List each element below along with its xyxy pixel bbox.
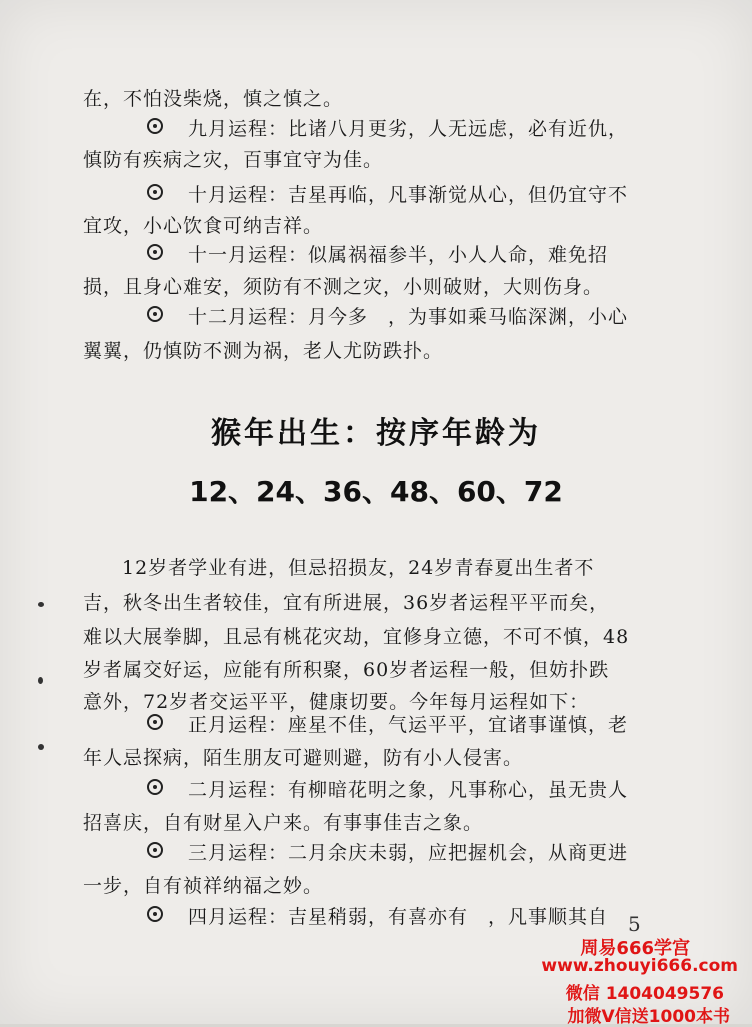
bullet-icon bbox=[147, 842, 163, 858]
text-line: 宜攻，小心饮食可纳吉祥。 bbox=[83, 215, 324, 237]
text-line: 损，且身心难安，须防有不测之灾，小则破财，大则伤身。 bbox=[83, 276, 604, 298]
bullet-icon bbox=[147, 714, 163, 730]
text-line: 一步，自有祯祥纳福之妙。 bbox=[83, 875, 324, 897]
text-line: 九月运程：比诸八月更劣，人无远虑，必有近仇， bbox=[188, 118, 629, 140]
bullet-icon bbox=[147, 244, 163, 260]
margin-spot bbox=[38, 602, 44, 607]
section-heading: 猴年出生：按序年龄为 bbox=[211, 416, 541, 451]
text-line: 岁者属交好运，应能有所积聚，60岁者运程一般，但妨扑跌 bbox=[83, 659, 610, 681]
margin-spot bbox=[38, 744, 44, 750]
text-line: 四月运程：吉星稍弱，有喜亦有 ，凡事顺其自 bbox=[188, 906, 609, 928]
text-line: 翼翼，仍慎防不测为祸，老人尤防跌扑。 bbox=[83, 340, 444, 362]
watermark-line: 微信 1404049576 bbox=[565, 984, 724, 1004]
text-line: 12岁者学业有进，但忌招损友，24岁青春夏出生者不 bbox=[122, 557, 595, 579]
watermark-line: www.zhouyi666.com bbox=[541, 956, 738, 976]
bullet-icon bbox=[147, 184, 163, 200]
text-line: 正月运程：座星不佳，气运平平，宜诸事谨慎，老 bbox=[188, 714, 629, 736]
watermark-line: 周易666学宫 bbox=[580, 938, 690, 959]
text-line: 招喜庆，自有财星入户来。有事事佳吉之象。 bbox=[83, 812, 484, 834]
watermark-line: 加微V信送1000本书 bbox=[567, 1007, 730, 1027]
text-line: 十一月运程：似属祸福参半，小人人命，难免招 bbox=[188, 244, 609, 266]
text-line: 三月运程：二月余庆未弱，应把握机会，从商更进 bbox=[188, 842, 629, 864]
age-list: 12、24、36、48、60、72 bbox=[189, 475, 563, 508]
text-line: 吉，秋冬出生者较佳，宜有所进展，36岁者运程平平而矣， bbox=[83, 592, 610, 614]
text-line: 十月运程：吉星再临，凡事渐觉从心，但仍宜守不 bbox=[188, 184, 629, 206]
text-line: 难以大展拳脚，且忌有桃花灾劫，宜修身立德，不可不慎，48 bbox=[83, 626, 630, 648]
page-number: 5 bbox=[628, 912, 641, 936]
margin-spot bbox=[38, 677, 43, 684]
text-line: 在，不怕没柴烧，慎之慎之。 bbox=[83, 88, 344, 110]
bullet-icon bbox=[147, 118, 163, 134]
text-line: 慎防有疾病之灾，百事宜守为佳。 bbox=[83, 149, 384, 171]
text-line: 十二月运程：月今多 ，为事如乘马临深渊，小心 bbox=[188, 306, 629, 328]
bullet-icon bbox=[147, 779, 163, 795]
bullet-icon bbox=[147, 906, 163, 922]
text-line: 二月运程：有柳暗花明之象，凡事称心，虽无贵人 bbox=[188, 779, 629, 801]
text-line: 年人忌探病，陌生朋友可避则避，防有小人侵害。 bbox=[83, 747, 524, 769]
text-line: 意外，72岁者交运平平，健康切要。今年每月运程如下： bbox=[83, 691, 590, 713]
bullet-icon bbox=[147, 306, 163, 322]
